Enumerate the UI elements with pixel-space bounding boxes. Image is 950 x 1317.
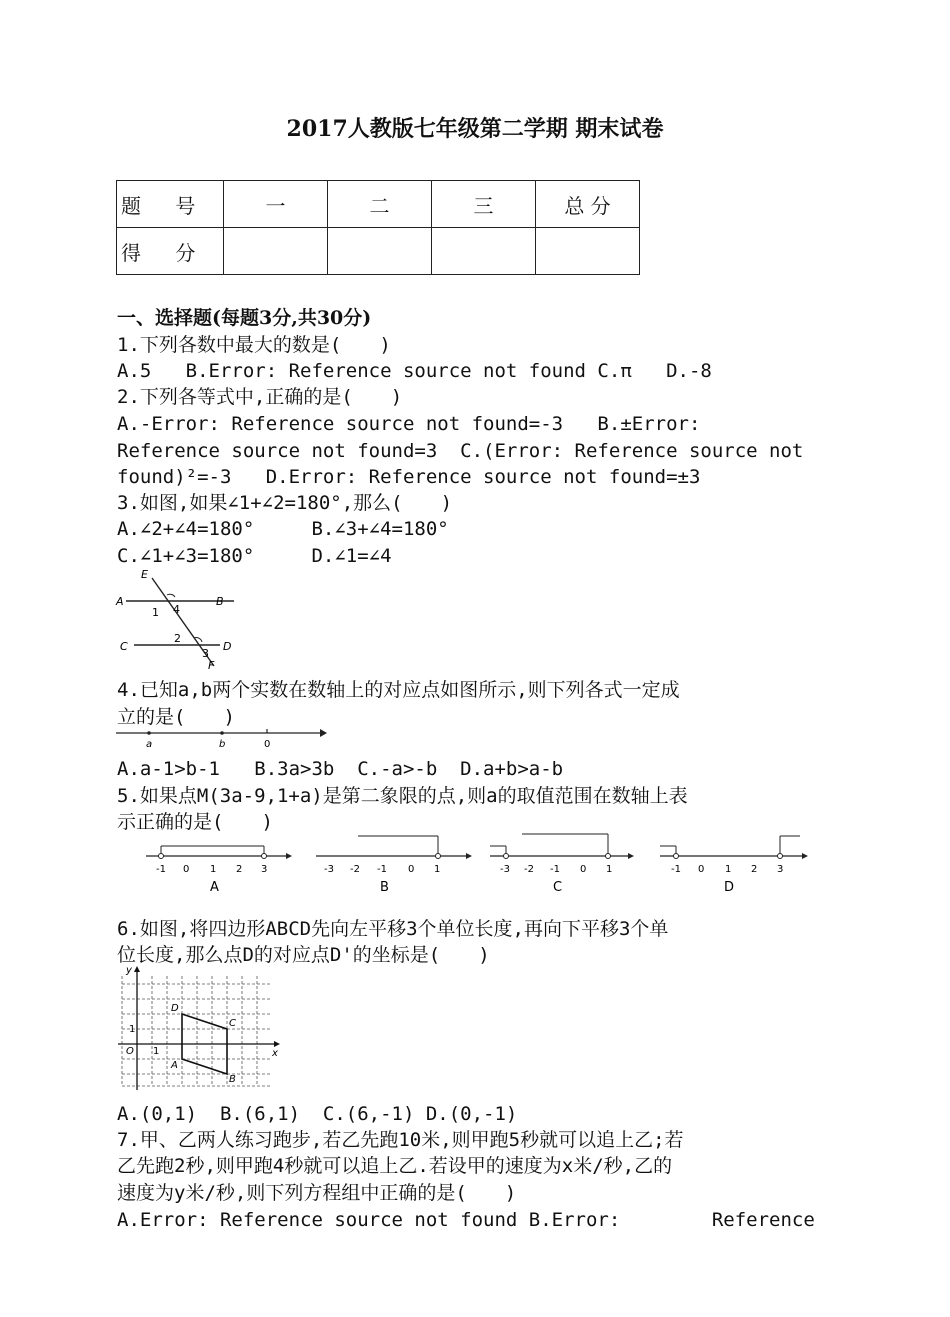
point-b-label: b (219, 739, 226, 750)
section-heading: 一、选择题(每题3分,共30分) (117, 307, 372, 329)
score-cell (224, 228, 328, 275)
score-cell (328, 228, 432, 275)
option-label: A (210, 880, 219, 895)
tick-label: -1 (377, 864, 387, 875)
question-line: 4.已知a,b两个实数在数轴上的对应点如图所示,则下列各式一定成 (117, 679, 680, 701)
tick-label: 0 (408, 864, 415, 875)
point-a-label: a (146, 739, 153, 750)
tick-label: 1 (725, 864, 732, 875)
coordinate-grid-figure (112, 964, 287, 1094)
question-line: A.5 B.Error: Reference source not found C.π D.-8 (117, 360, 712, 382)
option-c-number-line (490, 834, 634, 895)
tick-label: 1 (606, 864, 613, 875)
question-line: 6.如图,将四边形ABCD先向左平移3个单位长度,再向下平移3个单 (117, 918, 669, 940)
question-line: Reference source not found=3 C.(Error: Reference source not (117, 440, 804, 462)
table-row (117, 181, 640, 228)
angle-1-label: 1 (152, 606, 159, 619)
question-line: 2.下列各等式中,正确的是( ) (117, 386, 403, 408)
tick-label: -1 (156, 864, 166, 875)
axis-y-label: y (126, 965, 132, 976)
tick-label: 1 (210, 864, 217, 875)
option-label: B (380, 880, 389, 895)
label-b: B (216, 595, 224, 608)
y-unit-label: 1 (129, 1024, 136, 1035)
table-row-label: 得 分 (117, 228, 224, 275)
tick-label: 2 (751, 864, 758, 875)
tick-label: -2 (350, 864, 360, 875)
tick-label: 0 (183, 864, 190, 875)
question-line: found)²=-3 D.Error: Reference source not found=±3 (117, 466, 701, 488)
table-header-cell: 总 分 (536, 181, 640, 228)
label-e: E (141, 568, 148, 581)
number-line-figure (112, 725, 332, 753)
table-header-cell: 三 (432, 181, 536, 228)
option-a-number-line (146, 846, 292, 895)
question-line: A.-Error: Reference source not found=-3 B.±Error: (117, 413, 701, 435)
q5-options-figure (140, 828, 820, 900)
question-line: 位长度,那么点D的对应点D'的坐标是( ) (117, 944, 490, 966)
table-header-label: 题 号 (117, 181, 224, 228)
point-c-label: C (229, 1018, 236, 1029)
score-cell (536, 228, 640, 275)
question-line: 7.甲、乙两人练习跑步,若乙先跑10米,则甲跑5秒就可以追上乙;若 (117, 1129, 684, 1151)
question-line: 3.如图,如果∠1+∠2=180°,那么( ) (117, 492, 453, 514)
option-label: C (553, 880, 563, 895)
point-a-label: A (171, 1060, 178, 1071)
table-row (117, 228, 640, 275)
angle-3-label: 3 (202, 647, 209, 660)
tick-label: 0 (580, 864, 587, 875)
option-label: D (724, 880, 735, 895)
score-table (116, 180, 640, 275)
label-d: D (223, 640, 232, 653)
parallel-lines-figure (112, 566, 242, 672)
table-header-cell: 一 (224, 181, 328, 228)
option-d-number-line (660, 836, 808, 895)
tick-label: -3 (324, 864, 334, 875)
score-cell (432, 228, 536, 275)
x-unit-label: 1 (153, 1046, 160, 1057)
angle-4-label: 4 (173, 603, 180, 616)
origin-label: O (126, 1046, 134, 1057)
page-title: 2017人教版七年级第二学期 期末试卷 (286, 116, 664, 142)
tick-label: 2 (236, 864, 243, 875)
tick-label: 0 (698, 864, 705, 875)
question-line: 速度为y米/秒,则下列方程组中正确的是( ) (117, 1182, 517, 1204)
question-line: C.∠1+∠3=180° D.∠1=∠4 (117, 545, 392, 567)
label-f: F (208, 659, 215, 672)
question-line: 立的是( ) (117, 706, 235, 728)
angle-2-label: 2 (174, 632, 181, 645)
question-line: 1.下列各数中最大的数是( ) (117, 334, 391, 356)
question-line: 乙先跑2秒,则甲跑4秒就可以追上乙.若设甲的速度为x米/秒,乙的 (117, 1155, 673, 1177)
tick-label: -2 (524, 864, 534, 875)
table-header-cell: 二 (328, 181, 432, 228)
point-b-label: B (229, 1074, 236, 1085)
point-d-label: D (171, 1003, 179, 1014)
tick-label: 3 (777, 864, 784, 875)
question-line: 5.如果点M(3a-9,1+a)是第二象限的点,则a的取值范围在数轴上表 (117, 785, 688, 807)
option-b-number-line (316, 836, 472, 895)
question-line: A.Error: Reference source not found B.Error: Reference (117, 1209, 815, 1231)
question-line: A.(0,1) B.(6,1) C.(6,-1) D.(0,-1) (117, 1103, 518, 1125)
label-c: C (120, 640, 128, 653)
label-a: A (116, 595, 124, 608)
tick-label: 3 (261, 864, 268, 875)
axis-x-label: x (272, 1048, 278, 1059)
tick-label: -1 (550, 864, 560, 875)
tick-label: -1 (671, 864, 681, 875)
origin-label: 0 (264, 739, 271, 750)
tick-label: -3 (500, 864, 510, 875)
question-line: A.a-1>b-1 B.3a>3b C.-a>-b D.a+b>a-b (117, 758, 564, 780)
question-line: A.∠2+∠4=180° B.∠3+∠4=180° (117, 518, 449, 540)
question-line: 示正确的是( ) (117, 811, 273, 833)
tick-label: 1 (434, 864, 441, 875)
